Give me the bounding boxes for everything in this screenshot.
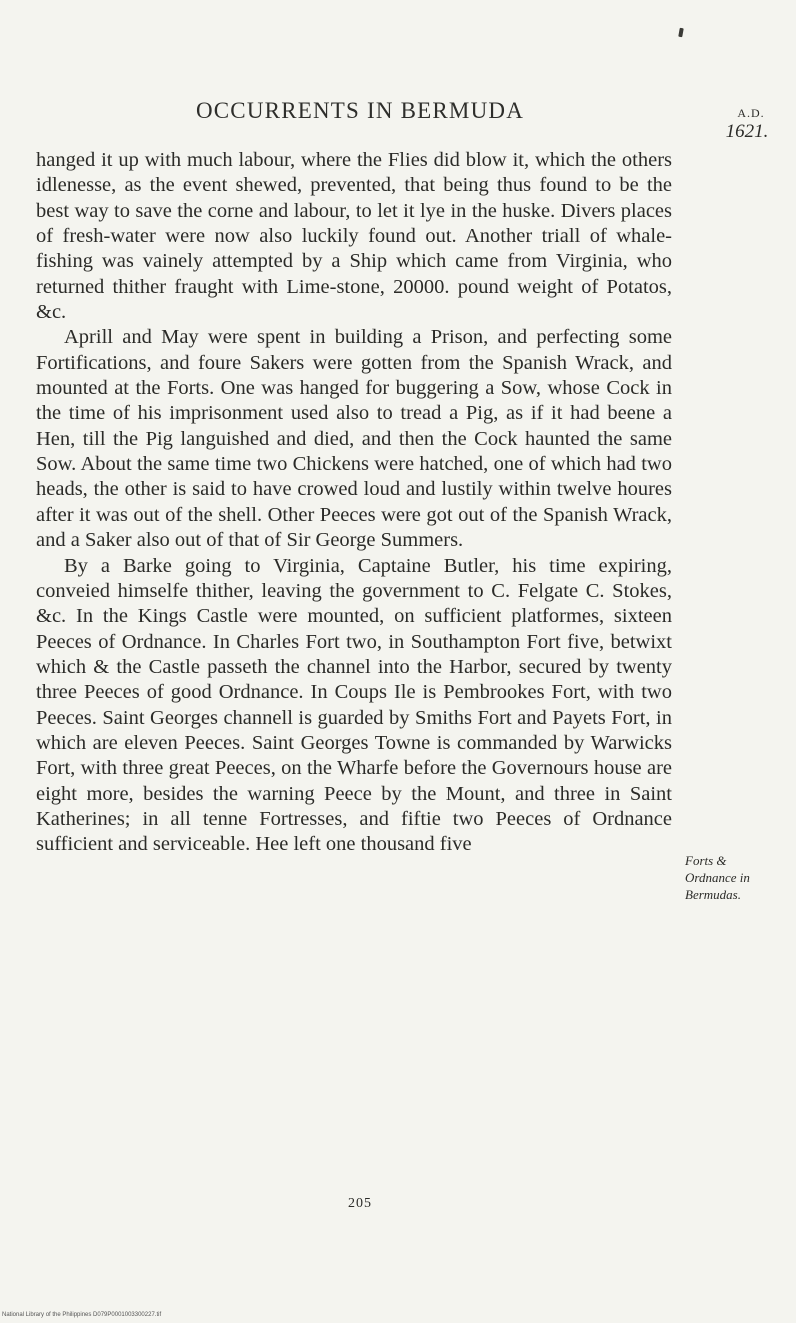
paragraph: Aprill and May were spent in building a Prison, and perfecting some Fortifications, and foure Sakers were gotten from the Spanish Wrack, and mounted at the Forts. One was hanged for buggering a Sow, whose Cock in the time of his imprisonment used also to tread a Pig, as if it had beene a Hen, till the Pig languished and died, and then the Cock haunted the same Sow. About the same time two Chickens were hatched, one of which had two heads, the other is said to have crowed loud and lustily within twelve houres after it was out of the shell. Other Peeces were got out of the Spanish Wrack, and a Saker also out of that of Sir George Summers. [36, 326, 672, 552]
era-label: A.D. [737, 106, 765, 120]
marginal-note-line: Ordnance in [685, 870, 750, 885]
marginal-note-line: Bermudas. [685, 887, 741, 902]
scan-credit: National Library of the Philippines D079P0001003300227.tif [2, 1312, 162, 1318]
page-number: 205 [348, 1196, 372, 1211]
body-text [36, 148, 672, 858]
marginal-note [685, 852, 793, 903]
running-head-title: OCCURRENTS IN BERMUDA [195, 98, 525, 123]
year-label: 1621. [725, 121, 769, 142]
paragraph: By a Barke going to Virginia, Captaine Butler, his time expiring, conveied himselfe thither, leaving the government to C. Felgate C. Stokes, &c. In the Kings Castle were mounted, on sufficient platformes, sixteen Peeces of Ordnance. In Charles Fort two, in Southampton Fort five, betwixt which & the Castle passeth the channel into the Harbor, secured by twenty three Peeces of good Ordnance. In Coups Ile is Pembrookes Fort, with two Peeces. Saint Georges channell is guarded by Smiths Fort and Payets Fort, in which are eleven Peeces. Saint Georges Towne is commanded by Warwicks Fort, with three great Peeces, on the Wharfe before the Governours house are eight more, besides the warning Peece by the Mount, and three in Saint Katherines; in all tenne Fortresses, and fiftie two Peeces of Ordnance sufficient and serviceable. Hee left one thousand five [36, 554, 672, 856]
ink-mark [678, 28, 684, 38]
paragraph: hanged it up with much labour, where the Flies did blow it, which the others idlenesse, as the event shewed, prevented, that being thus found to be the best way to save the corne and labour, to let it lye in the huske. Divers places of fresh-water were now also luckily found out. Another triall of whale-fishing was vainely attempted by a Ship which came from Virginia, who returned thither fraught with Lime-stone, 20000. pound weight of Potatos, &c. [36, 149, 672, 324]
marginal-note-line: Forts & [685, 853, 727, 868]
